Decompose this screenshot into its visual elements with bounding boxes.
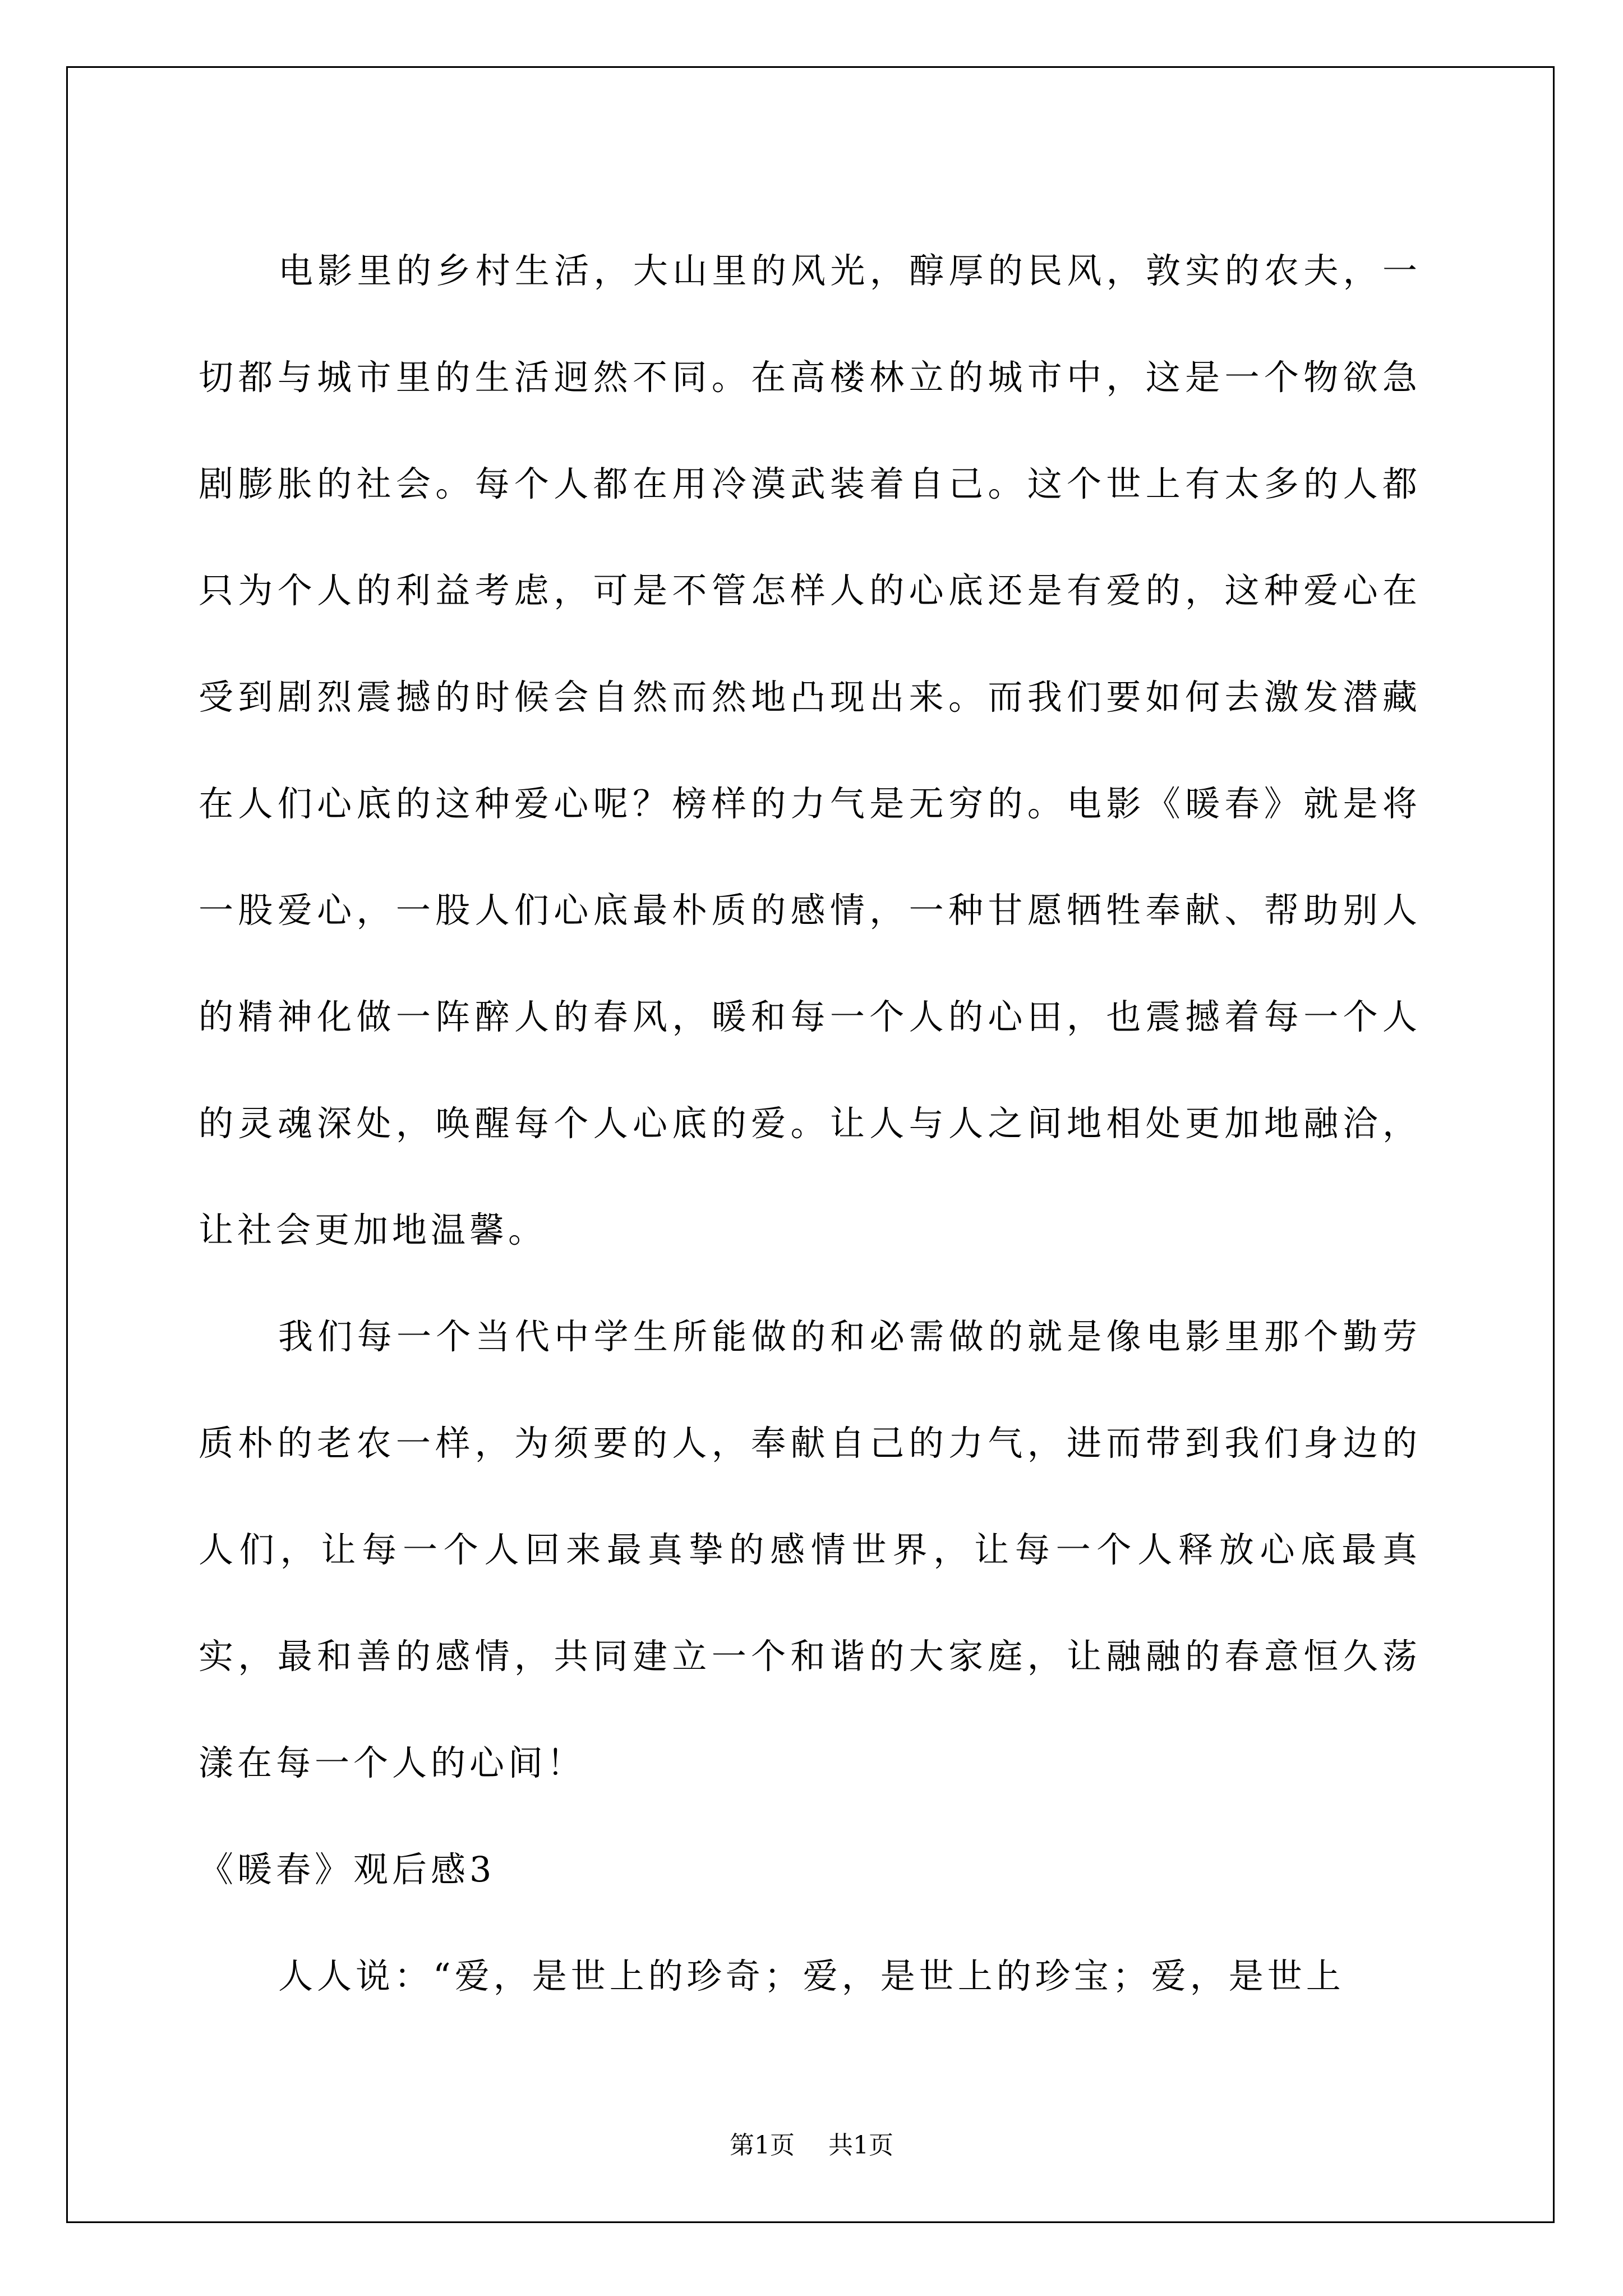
paragraph: 人人说：“爱，是世上的珍奇；爱，是世上的珍宝；爱，是世上 [278,1955,1345,1996]
page-footer [0,2129,1623,2162]
paragraph: 我们每一个当代中学生所能做的和必需做的就是像电影里那个勤劳质朴的老农一样，为须要的人，奉献自己的力气，进而带到我们身边的人们，让每一个人回来最真挚的感情世界，让每一个人释放心底最真实，最和善的感情，共同建立一个和谐的大家庭，让融融的春意恒久荡漾在每一个人的心间！ [199,1316,1421,1783]
page-number: 第1页 [730,2131,795,2160]
page-total: 共1页 [828,2131,893,2160]
section-heading: 《暖春》观后感3 [199,1849,496,1890]
paragraph: 电影里的乡村生活，大山里的风光，醇厚的民风，敦实的农夫，一切都与城市里的生活迥然不同。在高楼林立的城市中，这是一个物欲急剧膨胀的社会。每个人都在用冷漠武装着自己。这个世上有太多的人都只为个人的利益考虑，可是不管怎样人的心底还是有爱的，这种爱心在受到剧烈震撼的时候会自然而然地凸现出来。而我们要如何去激发潜藏在人们心底的这种爱心呢？榜样的力气是无穷的。电影《暖春》就是将一股爱心，一股人们心底最朴质的感情，一种甘愿牺牲奉献、帮助别人的精神化做一阵醉人的春风，暖和每一个人的心田，也震撼着每一个人的灵魂深处，唤醒每个人心底的爱。让人与人之间地相处更加地融洽，让社会更加地温馨。 [199,250,1421,1250]
document-body [199,218,1421,2030]
